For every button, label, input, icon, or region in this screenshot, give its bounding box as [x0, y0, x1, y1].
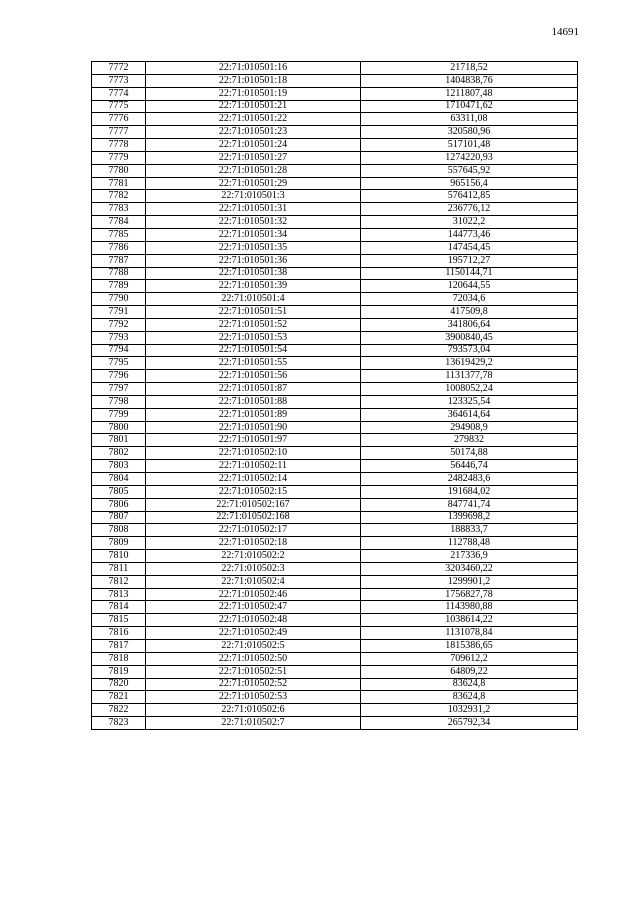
value-cell: 3203460,22 — [361, 562, 578, 575]
table-row — [92, 562, 578, 575]
value-cell: 265792,34 — [361, 717, 578, 730]
cadastral-number-cell: 22:71:010502:10 — [146, 447, 361, 460]
value-cell: 3900840,45 — [361, 331, 578, 344]
cadastral-number-cell: 22:71:010502:4 — [146, 575, 361, 588]
row-number-cell: 7808 — [92, 524, 146, 537]
value-cell: 965156,4 — [361, 177, 578, 190]
row-number-cell: 7775 — [92, 100, 146, 113]
row-number-cell: 7821 — [92, 691, 146, 704]
row-number-cell: 7784 — [92, 216, 146, 229]
row-number-cell: 7804 — [92, 473, 146, 486]
table-row — [92, 575, 578, 588]
cadastral-number-cell: 22:71:010501:36 — [146, 254, 361, 267]
cadastral-number-cell: 22:71:010501:89 — [146, 408, 361, 421]
cadastral-number-cell: 22:71:010501:22 — [146, 113, 361, 126]
table-row — [92, 306, 578, 319]
value-cell: 320580,96 — [361, 126, 578, 139]
value-cell: 112788,48 — [361, 537, 578, 550]
table-row — [92, 87, 578, 100]
row-number-cell: 7813 — [92, 588, 146, 601]
table-body — [92, 62, 578, 730]
value-cell: 517101,48 — [361, 139, 578, 152]
cadastral-number-cell: 22:71:010501:54 — [146, 344, 361, 357]
row-number-cell: 7806 — [92, 498, 146, 511]
cadastral-number-cell: 22:71:010501:31 — [146, 203, 361, 216]
row-number-cell: 7803 — [92, 460, 146, 473]
value-cell: 31022,2 — [361, 216, 578, 229]
cadastral-number-cell: 22:71:010502:51 — [146, 665, 361, 678]
cadastral-number-cell: 22:71:010501:32 — [146, 216, 361, 229]
table-row — [92, 550, 578, 563]
table-row — [92, 331, 578, 344]
row-number-cell: 7777 — [92, 126, 146, 139]
table-row — [92, 421, 578, 434]
cadastral-number-cell: 22:71:010502:46 — [146, 588, 361, 601]
value-cell: 1038614,22 — [361, 614, 578, 627]
row-number-cell: 7790 — [92, 293, 146, 306]
row-number-cell: 7796 — [92, 370, 146, 383]
value-cell: 217336,9 — [361, 550, 578, 563]
table-row — [92, 241, 578, 254]
row-number-cell: 7788 — [92, 267, 146, 280]
value-cell: 1399698,2 — [361, 511, 578, 524]
cadastral-number-cell: 22:71:010502:53 — [146, 691, 361, 704]
table-row — [92, 216, 578, 229]
cadastral-number-cell: 22:71:010502:15 — [146, 485, 361, 498]
table-row — [92, 318, 578, 331]
row-number-cell: 7802 — [92, 447, 146, 460]
row-number-cell: 7797 — [92, 383, 146, 396]
row-number-cell: 7814 — [92, 601, 146, 614]
cadastral-number-cell: 22:71:010501:23 — [146, 126, 361, 139]
value-cell: 1756827,78 — [361, 588, 578, 601]
table-row — [92, 704, 578, 717]
value-cell: 576412,85 — [361, 190, 578, 203]
row-number-cell: 7792 — [92, 318, 146, 331]
value-cell: 341806,64 — [361, 318, 578, 331]
row-number-cell: 7791 — [92, 306, 146, 319]
table-row — [92, 524, 578, 537]
table-row — [92, 74, 578, 87]
table-row — [92, 614, 578, 627]
table-row — [92, 62, 578, 75]
cadastral-number-cell: 22:71:010502:18 — [146, 537, 361, 550]
table-row — [92, 126, 578, 139]
table-row — [92, 164, 578, 177]
row-number-cell: 7801 — [92, 434, 146, 447]
cadastral-number-cell: 22:71:010502:167 — [146, 498, 361, 511]
table-row — [92, 151, 578, 164]
cadastral-number-cell: 22:71:010501:21 — [146, 100, 361, 113]
cadastral-value-table — [91, 61, 578, 730]
row-number-cell: 7785 — [92, 228, 146, 241]
table-row — [92, 383, 578, 396]
table-row — [92, 177, 578, 190]
table-row — [92, 537, 578, 550]
cadastral-number-cell: 22:71:010501:52 — [146, 318, 361, 331]
table-row — [92, 267, 578, 280]
value-cell: 56446,74 — [361, 460, 578, 473]
table-row — [92, 254, 578, 267]
cadastral-number-cell: 22:71:010502:17 — [146, 524, 361, 537]
cadastral-number-cell: 22:71:010501:24 — [146, 139, 361, 152]
value-cell: 1131377,78 — [361, 370, 578, 383]
value-cell: 1274220,93 — [361, 151, 578, 164]
row-number-cell: 7823 — [92, 717, 146, 730]
table-row — [92, 627, 578, 640]
row-number-cell: 7800 — [92, 421, 146, 434]
cadastral-number-cell: 22:71:010501:16 — [146, 62, 361, 75]
value-cell: 72034,6 — [361, 293, 578, 306]
cadastral-number-cell: 22:71:010501:39 — [146, 280, 361, 293]
cadastral-number-cell: 22:71:010501:97 — [146, 434, 361, 447]
value-cell: 147454,45 — [361, 241, 578, 254]
cadastral-number-cell: 22:71:010501:27 — [146, 151, 361, 164]
value-cell: 83624,8 — [361, 678, 578, 691]
row-number-cell: 7816 — [92, 627, 146, 640]
value-cell: 188833,7 — [361, 524, 578, 537]
value-cell: 1150144,71 — [361, 267, 578, 280]
cadastral-number-cell: 22:71:010502:3 — [146, 562, 361, 575]
cadastral-number-cell: 22:71:010501:34 — [146, 228, 361, 241]
table-row — [92, 498, 578, 511]
cadastral-number-cell: 22:71:010502:49 — [146, 627, 361, 640]
row-number-cell: 7817 — [92, 639, 146, 652]
table-row — [92, 473, 578, 486]
row-number-cell: 7794 — [92, 344, 146, 357]
table-row — [92, 434, 578, 447]
cadastral-number-cell: 22:71:010501:87 — [146, 383, 361, 396]
table-row — [92, 691, 578, 704]
table-row — [92, 370, 578, 383]
cadastral-number-cell: 22:71:010501:88 — [146, 395, 361, 408]
table-row — [92, 601, 578, 614]
cadastral-number-cell: 22:71:010501:28 — [146, 164, 361, 177]
row-number-cell: 7818 — [92, 652, 146, 665]
value-cell: 195712,27 — [361, 254, 578, 267]
cadastral-number-cell: 22:71:010501:18 — [146, 74, 361, 87]
row-number-cell: 7795 — [92, 357, 146, 370]
table-row — [92, 280, 578, 293]
table-row — [92, 190, 578, 203]
value-cell: 1710471,62 — [361, 100, 578, 113]
value-cell: 236776,12 — [361, 203, 578, 216]
value-cell: 1032931,2 — [361, 704, 578, 717]
cadastral-number-cell: 22:71:010502:6 — [146, 704, 361, 717]
row-number-cell: 7822 — [92, 704, 146, 717]
cadastral-number-cell: 22:71:010501:53 — [146, 331, 361, 344]
table-row — [92, 447, 578, 460]
cadastral-number-cell: 22:71:010502:11 — [146, 460, 361, 473]
value-cell: 21718,52 — [361, 62, 578, 75]
value-cell: 63311,08 — [361, 113, 578, 126]
row-number-cell: 7807 — [92, 511, 146, 524]
cadastral-number-cell: 22:71:010501:35 — [146, 241, 361, 254]
row-number-cell: 7782 — [92, 190, 146, 203]
row-number-cell: 7779 — [92, 151, 146, 164]
row-number-cell: 7774 — [92, 87, 146, 100]
value-cell: 64809,22 — [361, 665, 578, 678]
table-row — [92, 678, 578, 691]
row-number-cell: 7820 — [92, 678, 146, 691]
cadastral-number-cell: 22:71:010502:2 — [146, 550, 361, 563]
row-number-cell: 7798 — [92, 395, 146, 408]
cadastral-number-cell: 22:71:010501:51 — [146, 306, 361, 319]
value-cell: 294908,9 — [361, 421, 578, 434]
value-cell: 50174,88 — [361, 447, 578, 460]
cadastral-number-cell: 22:71:010501:29 — [146, 177, 361, 190]
value-cell: 847741,74 — [361, 498, 578, 511]
row-number-cell: 7799 — [92, 408, 146, 421]
table-row — [92, 460, 578, 473]
row-number-cell: 7772 — [92, 62, 146, 75]
value-cell: 793573,04 — [361, 344, 578, 357]
row-number-cell: 7778 — [92, 139, 146, 152]
value-cell: 191684,02 — [361, 485, 578, 498]
cadastral-number-cell: 22:71:010501:4 — [146, 293, 361, 306]
value-cell: 123325,54 — [361, 395, 578, 408]
value-cell: 1404838,76 — [361, 74, 578, 87]
table-row — [92, 652, 578, 665]
value-cell: 279832 — [361, 434, 578, 447]
row-number-cell: 7783 — [92, 203, 146, 216]
table-row — [92, 588, 578, 601]
cadastral-number-cell: 22:71:010502:48 — [146, 614, 361, 627]
value-cell: 1211807,48 — [361, 87, 578, 100]
table-row — [92, 113, 578, 126]
cadastral-number-cell: 22:71:010501:90 — [146, 421, 361, 434]
row-number-cell: 7789 — [92, 280, 146, 293]
row-number-cell: 7815 — [92, 614, 146, 627]
row-number-cell: 7781 — [92, 177, 146, 190]
value-cell: 13619429,2 — [361, 357, 578, 370]
value-cell: 1143980,88 — [361, 601, 578, 614]
row-number-cell: 7810 — [92, 550, 146, 563]
value-cell: 1131078,84 — [361, 627, 578, 640]
table-row — [92, 139, 578, 152]
value-cell: 144773,46 — [361, 228, 578, 241]
cadastral-number-cell: 22:71:010502:47 — [146, 601, 361, 614]
table-row — [92, 228, 578, 241]
table-row — [92, 357, 578, 370]
table-row — [92, 344, 578, 357]
table-row — [92, 395, 578, 408]
value-cell: 1008052,24 — [361, 383, 578, 396]
cadastral-number-cell: 22:71:010501:19 — [146, 87, 361, 100]
cadastral-number-cell: 22:71:010502:52 — [146, 678, 361, 691]
cadastral-number-cell: 22:71:010501:3 — [146, 190, 361, 203]
table-row — [92, 511, 578, 524]
value-cell: 83624,8 — [361, 691, 578, 704]
row-number-cell: 7793 — [92, 331, 146, 344]
value-cell: 709612,2 — [361, 652, 578, 665]
row-number-cell: 7780 — [92, 164, 146, 177]
table-row — [92, 293, 578, 306]
value-cell: 1299901,2 — [361, 575, 578, 588]
row-number-cell: 7812 — [92, 575, 146, 588]
table-row — [92, 203, 578, 216]
table-row — [92, 717, 578, 730]
row-number-cell: 7819 — [92, 665, 146, 678]
value-cell: 364614,64 — [361, 408, 578, 421]
value-cell: 557645,92 — [361, 164, 578, 177]
value-cell: 2482483,6 — [361, 473, 578, 486]
row-number-cell: 7805 — [92, 485, 146, 498]
row-number-cell: 7809 — [92, 537, 146, 550]
row-number-cell: 7787 — [92, 254, 146, 267]
value-cell: 120644,55 — [361, 280, 578, 293]
value-cell: 417509,8 — [361, 306, 578, 319]
cadastral-number-cell: 22:71:010502:50 — [146, 652, 361, 665]
table-row — [92, 485, 578, 498]
table-row — [92, 665, 578, 678]
row-number-cell: 7773 — [92, 74, 146, 87]
table-row — [92, 100, 578, 113]
cadastral-number-cell: 22:71:010502:7 — [146, 717, 361, 730]
page-number: 14691 — [551, 26, 579, 38]
table-row — [92, 408, 578, 421]
cadastral-number-cell: 22:71:010501:38 — [146, 267, 361, 280]
value-cell: 1815386,65 — [361, 639, 578, 652]
cadastral-number-cell: 22:71:010502:14 — [146, 473, 361, 486]
cadastral-number-cell: 22:71:010502:5 — [146, 639, 361, 652]
row-number-cell: 7786 — [92, 241, 146, 254]
cadastral-number-cell: 22:71:010501:55 — [146, 357, 361, 370]
cadastral-number-cell: 22:71:010502:168 — [146, 511, 361, 524]
row-number-cell: 7811 — [92, 562, 146, 575]
cadastral-number-cell: 22:71:010501:56 — [146, 370, 361, 383]
table-row — [92, 639, 578, 652]
row-number-cell: 7776 — [92, 113, 146, 126]
